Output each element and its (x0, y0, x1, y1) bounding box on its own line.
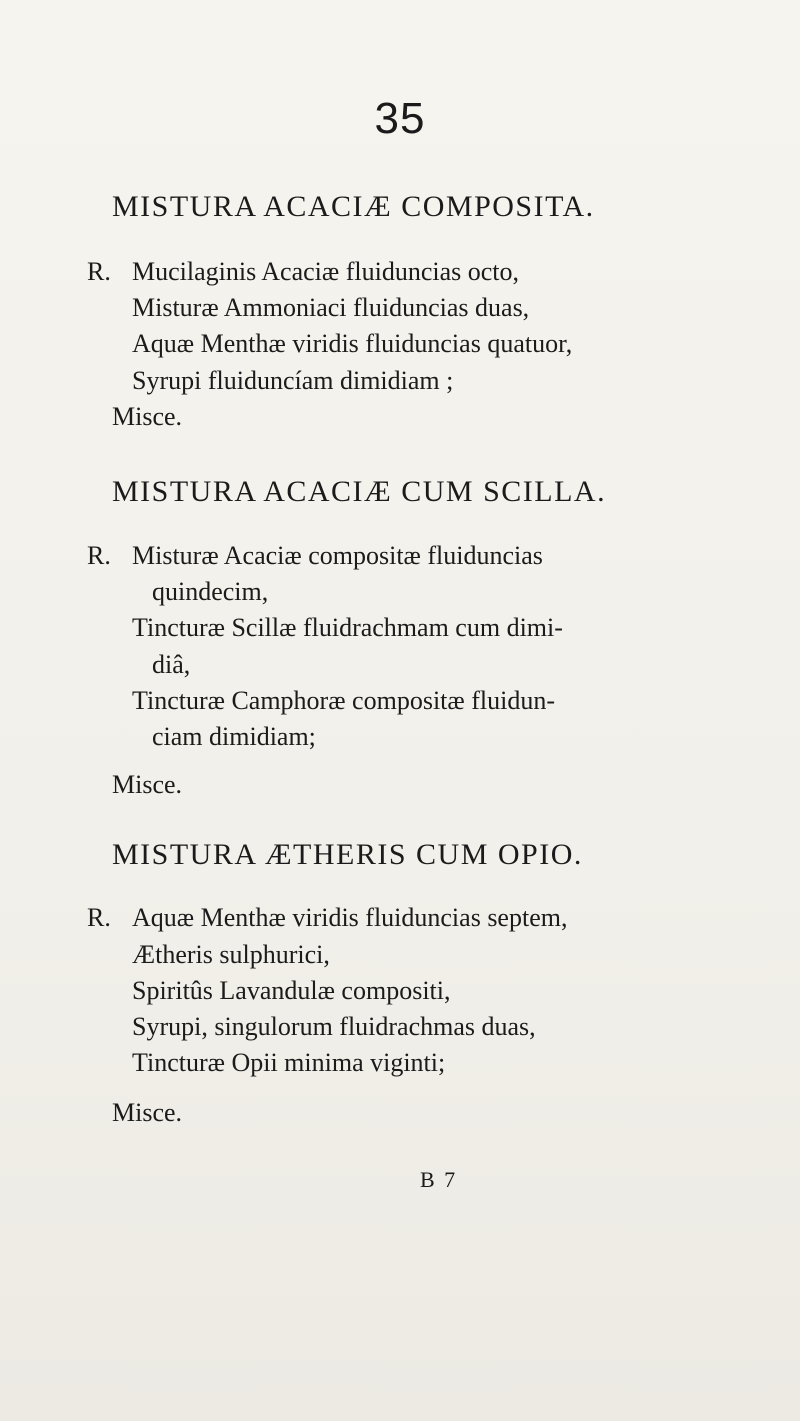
ingredient-line: quindecim, (152, 577, 269, 606)
section-heading: MISTURA ACACIÆ COMPOSITA. (112, 190, 595, 223)
section-heading: MISTURA ACACIÆ CUM SCILLA. (112, 475, 607, 508)
ingredient-line: diâ, (152, 650, 191, 679)
signature-mark: B 7 (420, 1167, 458, 1192)
ingredient-line: Tincturæ Opii minima viginti; (132, 1048, 446, 1077)
ingredient-line: Misturæ Ammoniaci fluiduncias duas, (132, 293, 530, 322)
ingredient-line: Spiritûs Lavandulæ compositi, (132, 976, 451, 1005)
ingredient-line: Mucilaginis Acaciæ fluiduncias octo, (132, 257, 520, 286)
recipe-symbol: R. (87, 903, 111, 932)
misce-label: Misce. (112, 1098, 183, 1127)
misce-label: Misce. (112, 402, 183, 431)
recipe-symbol: R. (87, 541, 111, 570)
recipe-symbol: R. (87, 257, 111, 286)
ingredient-line: Ætheris sulphurici, (132, 940, 330, 969)
ingredient-line: Syrupi fluiduncíam dimidiam ; (132, 366, 454, 395)
section-heading: MISTURA ÆTHERIS CUM OPIO. (112, 838, 583, 871)
ingredient-line: Aquæ Menthæ viridis fluiduncias septem, (132, 903, 568, 932)
ingredient-line: Misturæ Acaciæ compositæ fluiduncias (132, 541, 543, 570)
ingredient-line: Tincturæ Scillæ fluidrachmam cum dimi- (132, 613, 563, 642)
ingredient-line: Syrupi, singulorum fluidrachmas duas, (132, 1012, 536, 1041)
ingredient-line: Tincturæ Camphoræ compositæ fluidun- (132, 686, 555, 715)
misce-label: Misce. (112, 770, 183, 799)
ingredient-line: Aquæ Menthæ viridis fluiduncias quatuor, (132, 329, 573, 358)
ingredient-line: ciam dimidiam; (152, 722, 316, 751)
page-number: 35 (374, 94, 426, 143)
